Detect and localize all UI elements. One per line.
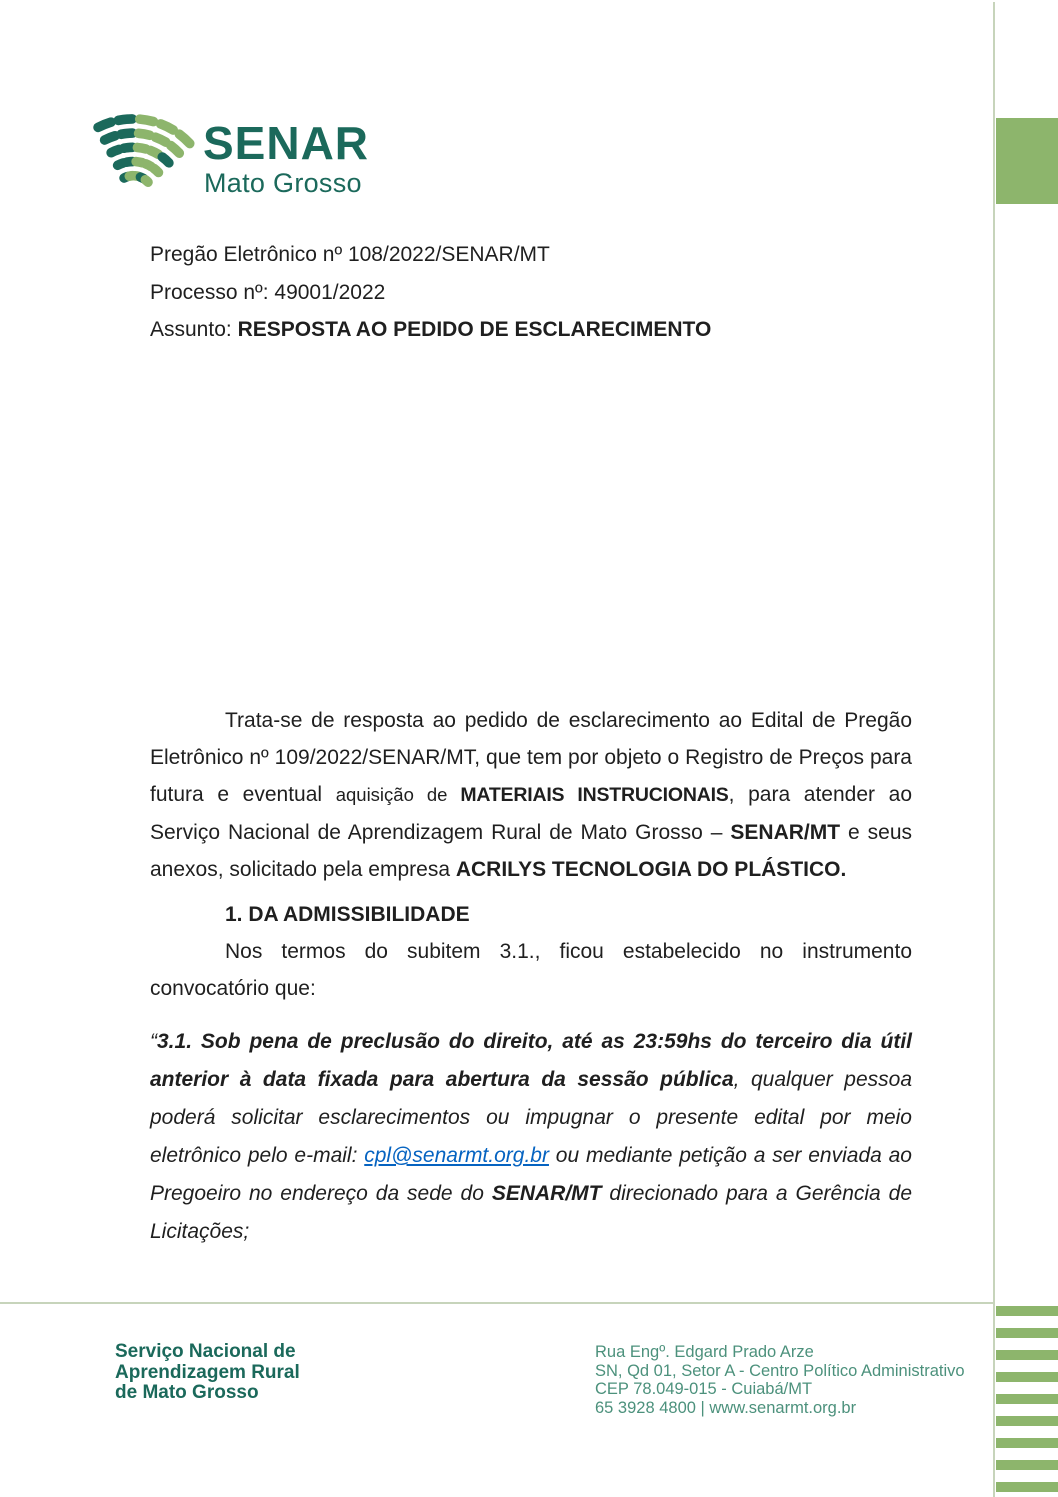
footer-org-line: Serviço Nacional de <box>115 1341 296 1362</box>
footer-organization <box>115 1342 300 1404</box>
assunto-line <box>150 311 930 349</box>
logo-brand-text: SENAR <box>203 117 370 169</box>
intro-text-3: e seus anexos, solicitado pela empresa <box>150 821 912 881</box>
footer-addr-line: Rua Engº. Edgard Prado Arze <box>595 1343 814 1361</box>
top-right-green-block <box>996 118 1058 204</box>
assunto-value: RESPOSTA AO PEDIDO DE ESCLARECIMENTO <box>237 318 712 341</box>
senar-wheat-icon <box>94 110 196 198</box>
footer-org-line: de Mato Grosso <box>115 1382 259 1403</box>
document-header <box>150 236 930 349</box>
quote-bold-lead: 3.1. Sob pena de preclusão do direito, até as 23:59hs do terceiro dia útil anterior à data fixada para abertura da sessão pública <box>150 1030 912 1091</box>
intro-text-1: Trata-se de resposta ao pedido de esclarecimento ao Edital de Pregão Eletrônico nº 109/2022/SENAR/MT, que tem por objeto o Registro de Preços para futura e eventual <box>150 709 912 806</box>
quote-text-1: , qualquer pessoa poderá solicitar esclarecimentos ou impugnar o presente edital por meio eletrônico pelo e-mail: <box>150 1068 912 1167</box>
quote-senar-bold: SENAR/MT <box>491 1182 602 1205</box>
footer-addr-line: CEP 78.049-015 - Cuiabá/MT <box>595 1380 813 1398</box>
section-heading-admissibilidade: 1. DA ADMISSIBILIDADE <box>225 903 470 926</box>
logo-region-text: Mato Grosso <box>204 168 362 198</box>
terms-paragraph: Nos termos do subitem 3.1., ficou estabelecido no instrumento convocatório que: <box>150 940 912 1000</box>
quote-text-3: direcionado para a Gerência de Licitações; <box>150 1182 913 1243</box>
intro-company-bold: ACRILYS TECNOLOGIA DO PLÁSTICO. <box>455 858 847 881</box>
intro-text-2: , para atender ao Serviço Nacional de Aprendizagem Rural de Mato Grosso – <box>150 783 912 844</box>
footer-addr-line: SN, Qd 01, Setor A - Centro Político Administrativo <box>595 1361 965 1380</box>
intro-paragraph <box>150 702 912 888</box>
email-link[interactable]: cpl@senarmt.org.br <box>364 1144 549 1167</box>
quote-open-mark: “ <box>150 1030 157 1053</box>
pregao-number-line: Pregão Eletrônico nº 108/2022/SENAR/MT <box>150 243 550 266</box>
intro-materials-bold: MATERIAIS INSTRUCIONAIS <box>460 784 729 806</box>
assunto-label: Assunto: <box>150 318 238 341</box>
quoted-clause-3-1 <box>150 1023 912 1251</box>
footer-address <box>595 1343 965 1417</box>
document-body <box>150 702 912 1251</box>
intro-senar-bold: SENAR/MT <box>730 821 841 844</box>
quote-text-2: ou mediante petição a ser enviada ao Pregoeiro no endereço da sede do <box>150 1144 912 1205</box>
footer-separator-line <box>0 1302 993 1304</box>
bottom-right-green-stripes <box>996 1306 1058 1497</box>
processo-number-line: Processo nº: 49001/2022 <box>150 280 386 304</box>
intro-text-small: aquisição de <box>335 784 461 805</box>
footer-org-line: Aprendizagem Rural <box>115 1361 300 1383</box>
footer-addr-line: 65 3928 4800 | www.senarmt.org.br <box>595 1398 857 1417</box>
right-edge-vertical-line <box>993 2 995 1497</box>
